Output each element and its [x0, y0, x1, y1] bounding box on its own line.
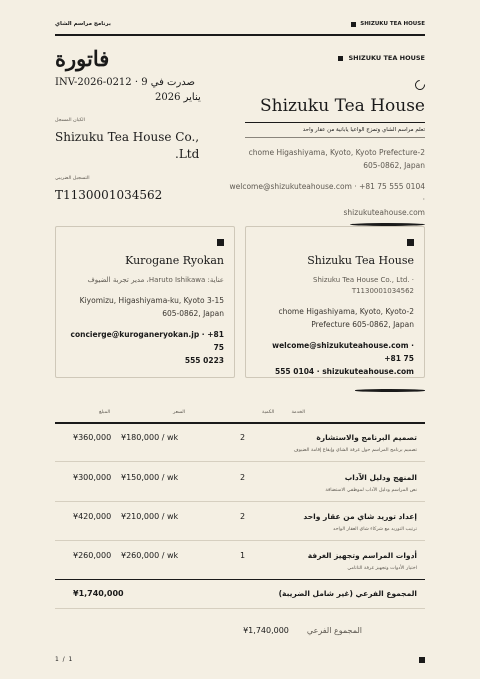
subtotal-label: المجموع الفرعي (غير شامل الضريبة)	[278, 589, 417, 598]
seller-name: Shizuku Tea House	[259, 96, 425, 116]
subtotal-value: ¥1,740,000	[73, 589, 124, 598]
page-number: 1 / 1	[55, 656, 73, 663]
seller-card-contact-line1: welcome@shizukuteahouse.com · +81 75	[272, 341, 414, 363]
row-service-title: تصميم البرنامج والاستشارة	[316, 433, 417, 442]
client-contact	[66, 328, 224, 367]
seller-tagline-rule	[245, 137, 425, 138]
seller-contact	[225, 180, 425, 219]
client-address-line1: Kiyomizu, Higashiyama-ku, Kyoto 3-15	[79, 296, 224, 305]
row-service-title: المنهج ودليل الآداب	[344, 473, 417, 482]
seller-address-line2: 605-0862, Japan	[363, 161, 425, 170]
seller-brand	[225, 54, 425, 62]
row-price: ¥180,000 / wk	[121, 433, 179, 442]
seller-brand-square-icon	[338, 56, 343, 61]
ensō-circle-icon	[413, 78, 427, 92]
row-service-title: أدوات المراسم وتجهيز الغرفة	[307, 551, 417, 560]
summary	[243, 626, 362, 635]
row-amount: ¥260,000	[73, 551, 112, 560]
client-name: Kurogane Ryokan	[125, 254, 224, 267]
seller-contact-line1: welcome@shizukuteahouse.com · +81 75 555 0104 ·	[229, 182, 425, 204]
table-row	[55, 541, 425, 580]
page-footer	[55, 654, 425, 666]
top-divider	[55, 34, 425, 36]
table-row	[55, 423, 425, 462]
seller-card-address-line2: Prefecture 605-0862, Japan	[311, 320, 414, 329]
client-contact-line2: 555 0223	[184, 356, 224, 365]
top-bar-program-label: برنامج مراسم الشاي	[55, 21, 111, 27]
client-address	[66, 294, 224, 320]
table-row	[55, 463, 425, 502]
row-service-desc: نص المراسم ودليل الآداب لموظفي الاستضافة	[325, 488, 417, 493]
header-service: الخدمة	[291, 410, 305, 415]
row-qty: 2	[240, 433, 246, 442]
top-bar-brand	[351, 21, 425, 27]
row-qty: 1	[240, 551, 246, 560]
seller-contact-line2: shizukuteahouse.com	[343, 208, 425, 217]
seller-brand-text: SHIZUKU TEA HOUSE	[348, 54, 425, 62]
header-qty: الكمية	[262, 410, 275, 415]
subtotal-row	[55, 579, 425, 609]
row-price: ¥210,000 / wk	[121, 512, 179, 521]
row-service	[325, 473, 417, 493]
seller-card-entity-line1: Shizuku Tea House Co., Ltd. ·	[313, 276, 414, 284]
seller-card-contact-line2: 555 0104 · shizukuteahouse.com	[275, 367, 414, 376]
seller-card-marker-icon	[407, 239, 414, 246]
row-qty: 2	[240, 473, 246, 482]
invoice-number-date	[55, 75, 215, 105]
seller-name-rule	[245, 122, 425, 123]
tax-registration-value: T1130001034562	[55, 188, 163, 202]
row-service-desc: ترتيب التوريد مع شركاء شاي العقار الواحد	[333, 527, 417, 532]
summary-value: ¥1,740,000	[243, 626, 289, 635]
row-price: ¥260,000 / wk	[121, 551, 179, 560]
invoice-title: فاتورة	[55, 46, 110, 71]
seller-card-address	[256, 305, 414, 331]
registered-entity-line2: .Ltd	[175, 147, 200, 161]
cards-brush-stroke	[355, 389, 425, 392]
row-amount: ¥360,000	[73, 433, 112, 442]
seller-card-name: Shizuku Tea House	[307, 254, 414, 267]
brand-square-icon	[351, 22, 356, 27]
row-service	[294, 433, 417, 453]
footer-square-icon	[419, 657, 425, 663]
seller-card-address-line1: chome Higashiyama, Kyoto, Kyoto-2	[278, 307, 414, 316]
invoice-issued-line1: INV-2026-0212 · صدرت في 9	[55, 77, 196, 88]
tax-registration-label: التسجيل الضريبي	[55, 176, 90, 181]
client-card-marker-icon	[217, 239, 224, 246]
invoice-issued-line2: يناير 2026	[155, 92, 201, 103]
seller-card	[245, 226, 425, 378]
row-service-title: إعداد توريد شاي من عقار واحد	[303, 512, 417, 521]
top-bar-brand-text: SHIZUKU TEA HOUSE	[360, 21, 425, 27]
row-service-desc: اختيار الأدوات وتجهيز غرفة التاتامي	[347, 566, 417, 571]
row-service-desc: تصميم برنامج المراسم حول غرفة الشاي وإيقاع إقامة الضيوف	[293, 448, 417, 453]
client-card	[55, 226, 235, 378]
row-price: ¥150,000 / wk	[121, 473, 179, 482]
registered-entity-label: الكيان المسجل	[55, 118, 85, 123]
summary-label: المجموع الفرعي	[306, 626, 362, 635]
seller-card-entity-line2: T1130001034562	[351, 287, 414, 295]
table-row	[55, 502, 425, 541]
row-qty: 2	[240, 512, 246, 521]
invoice-meta	[55, 46, 215, 204]
row-amount: ¥300,000	[73, 473, 112, 482]
client-address-line2: 605-0862, Japan	[162, 309, 224, 318]
client-contact-line1: concierge@kuroganeryokan.jp · +81 75	[70, 330, 224, 352]
top-bar	[55, 14, 425, 34]
seller-tagline: تعلم مراسم الشاي وتمزج الواعيا يابانية من عقار واحد	[302, 127, 425, 133]
header-price: السعر	[173, 410, 186, 415]
registered-entity-line1: Shizuku Tea House Co.,	[55, 130, 200, 144]
line-items-header	[55, 406, 425, 422]
seller-address	[225, 146, 425, 172]
registered-entity-value	[55, 129, 215, 163]
client-attention: عناية: Haruto Ishikawa، مدير تجربة الضيوف	[87, 276, 224, 284]
seller-header	[225, 54, 425, 226]
row-service	[303, 512, 417, 532]
seller-card-contact	[256, 339, 414, 378]
seller-address-line1: chome Higashiyama, Kyoto, Kyoto Prefecture-2	[248, 148, 425, 157]
row-amount: ¥420,000	[73, 512, 112, 521]
header-amount: المبلغ	[99, 410, 111, 415]
seller-card-entity	[256, 275, 414, 297]
row-service	[308, 551, 417, 571]
